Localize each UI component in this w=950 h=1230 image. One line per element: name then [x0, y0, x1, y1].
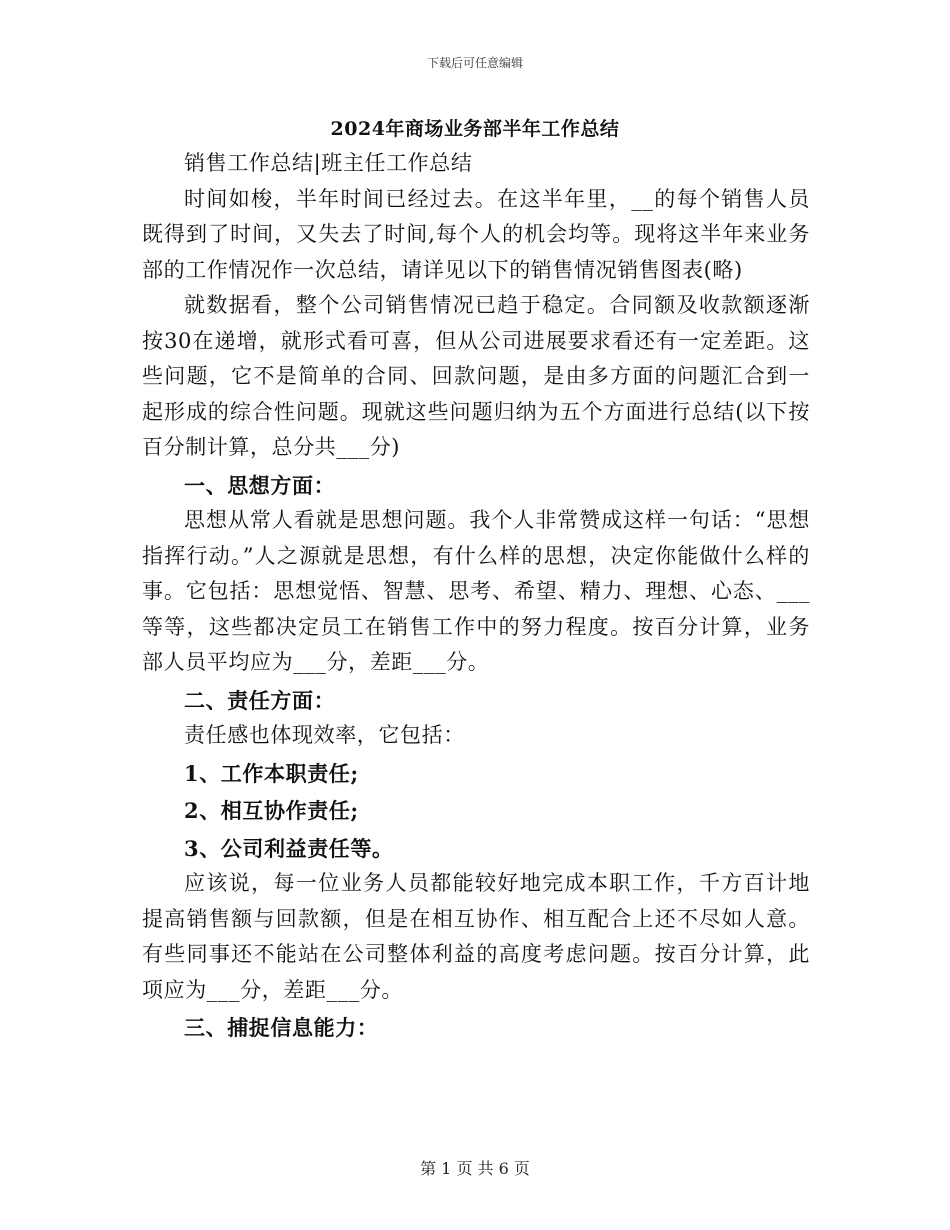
paragraph-subtitle: 销售工作总结|班主任工作总结 [184, 151, 473, 175]
paragraph-intro: 时间如梭，半年时间已经过去。在这半年里，__的每个销售人员既得到了时间，又失去了时间,每个人的机会均等。现将这半年来业务部的工作情况作一次总结，请详见以下的销售情况销售图表(略) [142, 186, 810, 282]
paragraph-thought: 思想从常人看就是思想问题。我个人非常赞成这样一句话：“思想指挥行动。”人之源就是思想，有什么样的思想，决定你能做什么样的事。它包括：思想觉悟、智慧、思考、希望、精力、理想、心态、___等等，这些都决定员工在销售工作中的努力程度。按百分计算，业务部人员平均应为___分，差距___分。 [142, 508, 810, 674]
list-item-responsibility-2: 2、相互协作责任; [184, 798, 359, 823]
paragraph-responsibility-intro: 责任感也体现效率，它包括： [184, 723, 465, 747]
list-item-responsibility-3: 3、公司利益责任等。 [184, 835, 394, 861]
paragraph-data-analysis: 就数据看，整个公司销售情况已趋于稳定。合同额及收款额逐渐按30在递增，就形式看可喜，但从公司进展要求看还有一定差距。这些问题，它不是简单的合同、回款问题，是由多方面的问题汇合到一起形成的综合性问题。现就这些问题归纳为五个方面进行总结(以下按百分制计算，总分共___分) [142, 293, 810, 459]
document-body [142, 146, 810, 1046]
page-number-footer: 第 1 页 共 6 页 [420, 1159, 530, 1178]
list-item-responsibility-1: 1、工作本职责任; [184, 760, 359, 786]
paragraph-responsibility-summary: 应该说，每一位业务人员都能较好地完成本职工作，千方百计地提高销售额与回款额，但是在相互协作、相互配合上还不尽如人意。有些同事还不能站在公司整体利益的高度考虑问题。按百分计算，此项应为___分，差距___分。 [142, 871, 810, 1002]
header-note: 下载后可任意编辑 [426, 56, 523, 70]
section-heading-responsibility: 二、责任方面： [184, 687, 336, 713]
document-title: 2024年商场业务部半年工作总结 [330, 118, 620, 140]
section-heading-information: 三、捕捉信息能力： [184, 1015, 379, 1040]
section-heading-thought: 一、思想方面： [184, 472, 336, 498]
